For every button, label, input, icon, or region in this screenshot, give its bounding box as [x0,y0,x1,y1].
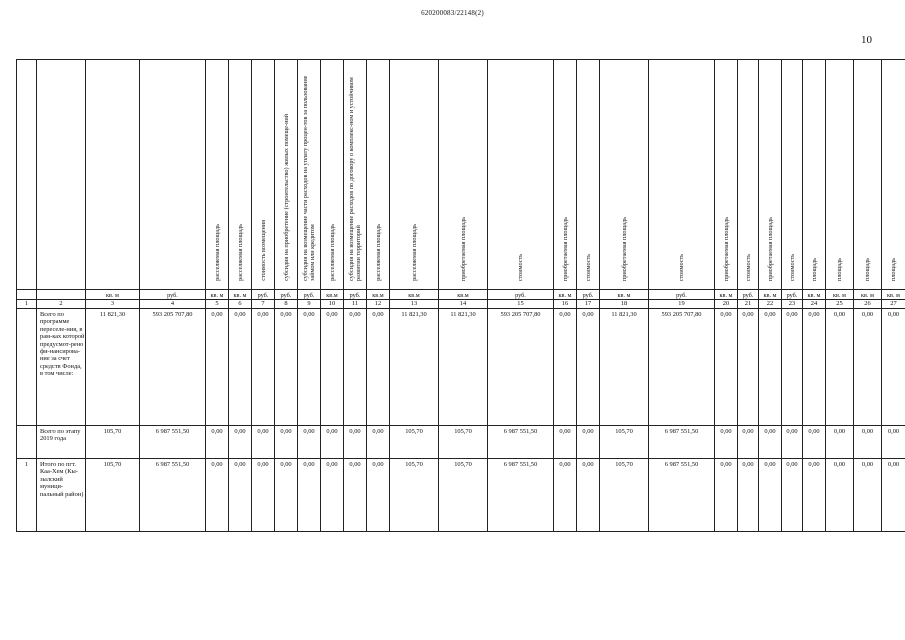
table-cell: 105,70 [439,459,488,532]
column-number: 21 [738,300,759,309]
column-number: 11 [344,300,367,309]
table-cell: 0,00 [367,309,390,426]
column-number: 9 [298,300,321,309]
header-label: приобретаемая площадь [766,216,774,281]
unit-cell: кв. м [826,290,854,300]
header-cell-9 [298,60,321,290]
table-cell: 0,00 [826,426,854,459]
table-cell: 0,00 [803,426,826,459]
header-label: стоимость [584,253,592,281]
table-cell: 0,00 [344,426,367,459]
column-number: 5 [206,300,229,309]
table-cell: 593 205 707,80 [649,309,715,426]
table-cell: 0,00 [321,309,344,426]
table-cell: 6 987 551,50 [488,459,554,532]
table-cell: 0,00 [298,459,321,532]
column-number: 19 [649,300,715,309]
header-label: расселяемая площадь [328,224,336,281]
header-label: приобретаемая площадь [459,216,467,281]
row-index: 1 [17,459,37,532]
column-number: 20 [715,300,738,309]
table-cell: 0,00 [275,459,298,532]
row-index [17,426,37,459]
row-label: Всего по программе переселе-ния, в рам-ках которой предусмот-рено фи-нансирова-ние за счет средств Фонда, в том числе: [37,309,86,426]
unit-cell [17,290,37,300]
header-label: расселяемая площадь [410,224,418,281]
header-cell-12 [367,60,390,290]
column-number: 2 [37,300,86,309]
table-cell: 0,00 [577,309,600,426]
header-label: стоимость возмещения [259,220,267,281]
table-cell: 0,00 [577,426,600,459]
header-cell-22 [759,60,782,290]
header-cell-11 [344,60,367,290]
table-cell: 0,00 [321,426,344,459]
header-cell-13 [390,60,439,290]
unit-cell: руб. [738,290,759,300]
header-cell-19 [649,60,715,290]
table-cell: 0,00 [554,309,577,426]
header-label: стоимость [788,253,796,281]
table-cell: 0,00 [759,309,782,426]
table-cell: 105,70 [86,459,140,532]
header-label: стоимость [678,253,685,281]
table-cell: 6 987 551,50 [140,459,206,532]
header-cell-17 [577,60,600,290]
header-label: площадь [810,258,818,281]
unit-cell: кв. м [759,290,782,300]
unit-cell: кв.м [367,290,390,300]
table-cell: 593 205 707,80 [140,309,206,426]
column-number: 4 [140,300,206,309]
table-cell: 0,00 [759,459,782,532]
table-cell: 0,00 [252,309,275,426]
column-number: 27 [882,300,905,309]
table-cell: 0,00 [577,459,600,532]
unit-cell: руб. [577,290,600,300]
column-number: 22 [759,300,782,309]
table-row [17,426,905,459]
table-cell: 0,00 [882,459,905,532]
table-cell: 0,00 [206,459,229,532]
unit-cell: кв. м [854,290,882,300]
unit-cell: кв. м [600,290,649,300]
unit-cell: руб. [140,290,206,300]
header-label: площадь [836,258,843,281]
table-cell: 0,00 [206,309,229,426]
header-label: стоимость [744,253,752,281]
header-label: приобретаемая площадь [722,216,730,281]
table-cell: 0,00 [803,459,826,532]
column-number: 14 [439,300,488,309]
header-label: приобретаемая площадь [620,216,628,281]
column-number: 13 [390,300,439,309]
table-row [17,459,905,532]
row-label: Итого по пгт. Каа-Хем (Кы-зылский муници-пальный район) [37,459,86,532]
table-cell: 0,00 [229,426,252,459]
table-cell: 0,00 [554,426,577,459]
header-label: субсидия на возмещение расходов по договору о комплекс-ном и устойчивом развитии территорий [348,77,362,281]
table-cell: 0,00 [782,459,803,532]
unit-cell: кв. м [882,290,905,300]
table-cell: 11 821,30 [86,309,140,426]
column-number: 15 [488,300,554,309]
column-number: 25 [826,300,854,309]
table-cell: 105,70 [600,426,649,459]
header-cell-23 [782,60,803,290]
header-cell-7 [252,60,275,290]
column-number: 12 [367,300,390,309]
table-cell: 6 987 551,50 [649,426,715,459]
table-cell: 0,00 [826,309,854,426]
table-cell: 11 821,30 [390,309,439,426]
table-cell: 11 821,30 [600,309,649,426]
unit-cell: кв. м [206,290,229,300]
table-cell: 0,00 [854,309,882,426]
table-cell: 0,00 [759,426,782,459]
header-cell-24 [803,60,826,290]
column-number: 17 [577,300,600,309]
column-number: 1 [17,300,37,309]
column-number: 8 [275,300,298,309]
table-cell: 0,00 [275,309,298,426]
table-cell: 6 987 551,50 [140,426,206,459]
table-cell: 0,00 [275,426,298,459]
table-cell: 0,00 [854,459,882,532]
units-row [17,290,905,300]
column-number: 16 [554,300,577,309]
unit-cell: руб. [252,290,275,300]
table-cell: 0,00 [229,459,252,532]
unit-cell: руб. [782,290,803,300]
unit-cell: кв. м [86,290,140,300]
header-label: площадь [864,258,871,281]
table-cell: 0,00 [252,459,275,532]
column-number: 10 [321,300,344,309]
table-cell: 0,00 [803,309,826,426]
table-cell: 0,00 [554,459,577,532]
unit-cell: кв. м [229,290,252,300]
table-cell: 0,00 [782,309,803,426]
header-cell-10 [321,60,344,290]
unit-cell: кв.м [321,290,344,300]
unit-cell: кв. м [803,290,826,300]
header-label: расселяемая площадь [213,224,221,281]
table-cell: 0,00 [344,459,367,532]
unit-cell: кв.м [390,290,439,300]
header-label: приобретаемая площадь [561,216,569,281]
column-number: 18 [600,300,649,309]
header-label: субсидия на возмещение части расходов на уплату процен-тов за пользование займом или кредитом [302,75,316,281]
unit-cell: руб. [298,290,321,300]
table-cell: 0,00 [738,426,759,459]
header-cell-3 [86,60,140,290]
header-cell-27 [882,60,905,290]
unit-cell: кв. м [554,290,577,300]
table-cell: 105,70 [439,426,488,459]
table-cell: 0,00 [344,309,367,426]
header-label: субсидия на приобретение (строительство) жилых помеще-ний [282,114,290,281]
table-cell: 0,00 [321,459,344,532]
table-cell: 0,00 [298,426,321,459]
table-cell: 0,00 [782,426,803,459]
table-cell: 0,00 [367,426,390,459]
column-numbers-row [17,300,905,309]
header-cell-26 [854,60,882,290]
header-cell-16 [554,60,577,290]
header-cell-6 [229,60,252,290]
column-number: 6 [229,300,252,309]
header-cell-14 [439,60,488,290]
unit-cell: руб. [344,290,367,300]
table-cell: 0,00 [298,309,321,426]
resettlement-table [16,59,905,532]
table-cell: 6 987 551,50 [649,459,715,532]
column-number: 26 [854,300,882,309]
table-cell: 0,00 [826,459,854,532]
header-cell-1 [17,60,37,290]
unit-cell [37,290,86,300]
table-cell: 0,00 [854,426,882,459]
table-cell: 593 205 707,80 [488,309,554,426]
header-cell-4 [140,60,206,290]
table-cell: 0,00 [229,309,252,426]
unit-cell: кв.м [439,290,488,300]
unit-cell: руб. [488,290,554,300]
table-cell: 105,70 [600,459,649,532]
unit-cell: руб. [275,290,298,300]
table-cell: 6 987 551,50 [488,426,554,459]
column-number: 7 [252,300,275,309]
row-index [17,309,37,426]
unit-cell: кв. м [715,290,738,300]
header-cell-15 [488,60,554,290]
table-cell: 0,00 [882,309,905,426]
column-number: 23 [782,300,803,309]
table-row [17,309,905,426]
header-label: расселяемая площадь [236,224,244,281]
header-cell-18 [600,60,649,290]
table-cell: 105,70 [390,459,439,532]
document-id: 620200083/22148(2) [421,9,484,17]
header-cell-21 [738,60,759,290]
header-label: расселяемая площадь [374,224,382,281]
table-cell: 0,00 [715,459,738,532]
table-cell: 0,00 [252,426,275,459]
table-cell: 0,00 [882,426,905,459]
table-cell: 0,00 [715,426,738,459]
column-number: 3 [86,300,140,309]
row-label: Всего по этапу 2019 года [37,426,86,459]
header-cell-2 [37,60,86,290]
header-label: стоимость [517,253,524,281]
header-cell-20 [715,60,738,290]
table-cell: 105,70 [390,426,439,459]
table-cell: 105,70 [86,426,140,459]
table-cell: 0,00 [206,426,229,459]
table-cell: 0,00 [738,459,759,532]
table-cell: 0,00 [738,309,759,426]
table-cell: 0,00 [715,309,738,426]
header-cell-25 [826,60,854,290]
header-label: площадь [890,258,897,281]
column-number: 24 [803,300,826,309]
unit-cell: руб. [649,290,715,300]
header-cell-5 [206,60,229,290]
table-cell: 11 821,30 [439,309,488,426]
table-cell: 0,00 [367,459,390,532]
header-row [17,60,905,290]
page-number: 10 [861,34,872,46]
header-cell-8 [275,60,298,290]
